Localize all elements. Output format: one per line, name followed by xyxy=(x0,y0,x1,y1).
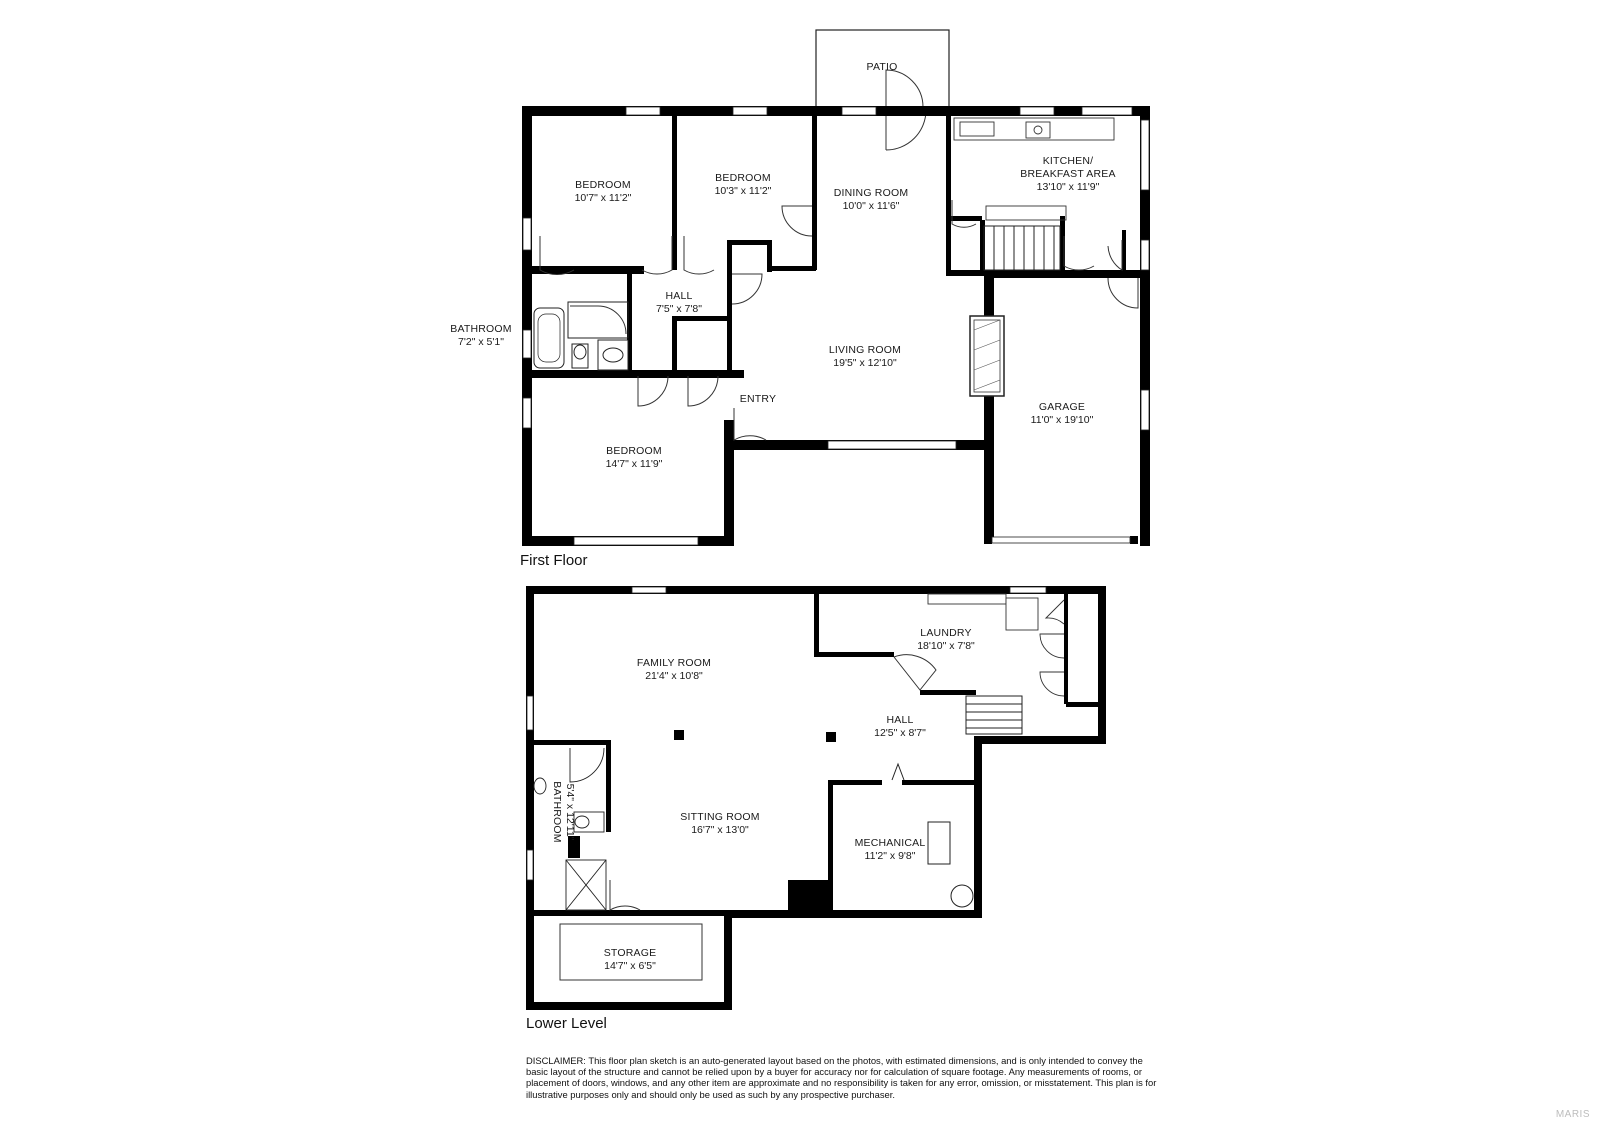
room-name-lower-bathroom: BATHROOM xyxy=(551,781,563,843)
room-name-living-room: LIVING ROOM xyxy=(828,344,902,356)
fireplace xyxy=(970,316,1004,396)
room-dims-kitchen: 13'10" x 11'9" xyxy=(1036,181,1100,193)
laundry-door xyxy=(894,655,936,690)
mechanical-fixtures xyxy=(892,764,973,907)
room-name-mechanical: MECHANICAL xyxy=(854,837,926,849)
room-name-bedroom-2: BEDROOM xyxy=(715,172,771,184)
sitting-room-door xyxy=(610,880,640,910)
room-name-family-room: FAMILY ROOM xyxy=(636,657,712,669)
first-floor-labels xyxy=(450,61,1115,470)
room-dims-lower-hall: 12'5" x 8'7" xyxy=(874,727,926,739)
lower-level-stairs xyxy=(966,696,1022,734)
first-floor-interior-walls xyxy=(532,116,1126,450)
floor-label-lower: Lower Level xyxy=(526,1015,607,1032)
room-name-lower-hall: HALL xyxy=(886,714,914,726)
room-dims-bedroom-2: 10'3" x 11'2" xyxy=(714,185,772,197)
room-name-kitchen-line2: BREAKFAST AREA xyxy=(1020,168,1116,180)
room-dims-garage: 11'0" x 19'10" xyxy=(1030,414,1094,426)
room-dims-hall: 7'5" x 7'8" xyxy=(656,303,702,315)
bathroom-fixtures xyxy=(534,302,628,370)
room-name-bathroom: BATHROOM xyxy=(450,323,512,335)
room-name-bedroom-3: BEDROOM xyxy=(606,445,662,457)
room-name-garage: GARAGE xyxy=(1038,401,1086,413)
room-name-dining-room: DINING ROOM xyxy=(833,187,909,199)
room-dims-living-room: 19'5" x 12'10" xyxy=(833,357,897,369)
lower-level-interior-walls xyxy=(534,594,1102,916)
room-name-sitting-room: SITTING ROOM xyxy=(680,811,760,823)
room-dims-mechanical: 11'2" x 9'8" xyxy=(864,850,916,862)
room-dims-bathroom: 7'2" x 5'1" xyxy=(458,336,504,348)
room-dims-sitting-room: 16'7" x 13'0" xyxy=(691,824,749,836)
room-dims-bedroom-3: 14'7" x 11'9" xyxy=(605,458,663,470)
room-name-entry: ENTRY xyxy=(739,393,777,405)
room-dims-bedroom-1: 10'7" x 11'2" xyxy=(574,192,632,204)
room-name-laundry: LAUNDRY xyxy=(920,627,972,639)
room-dims-family-room: 21'4" x 10'8" xyxy=(645,670,703,682)
room-dims-lower-bathroom: 5'4" x 12'11" xyxy=(564,783,576,841)
room-name-hall: HALL xyxy=(665,290,693,302)
disclaimer-text: DISCLAIMER: This floor plan sketch is an auto-generated layout based on the photos, with estimated dimensions, and is only intended to convey the basic layout of the structure and cannot be relied upon by a buyer for accuracy nor for calculation of square footage. Any measurements of rooms, or placement of doors, windows, and any other item are approximate and no responsibility is taken for any error, omission, or misstatement. This plan is for illustrative purposes only and should only be used as such by any prospective purchaser. xyxy=(526,1055,1157,1100)
room-dims-dining-room: 10'0" x 11'6" xyxy=(842,200,900,212)
room-name-kitchen-line1: KITCHEN/ xyxy=(1042,155,1094,167)
first-floor-stairs xyxy=(984,226,1060,270)
room-dims-storage: 14'7" x 6'5" xyxy=(604,960,656,972)
room-name-patio: PATIO xyxy=(866,61,898,73)
room-dims-laundry: 18'10" x 7'8" xyxy=(917,640,975,652)
column-post-2 xyxy=(826,732,836,742)
room-name-bedroom-1: BEDROOM xyxy=(575,179,631,191)
patio-door xyxy=(886,70,923,107)
room-name-storage: STORAGE xyxy=(603,947,657,959)
floor-label-first: First Floor xyxy=(520,552,588,569)
watermark-logo: MARIS xyxy=(1555,1109,1590,1120)
column-post-1 xyxy=(674,730,684,740)
